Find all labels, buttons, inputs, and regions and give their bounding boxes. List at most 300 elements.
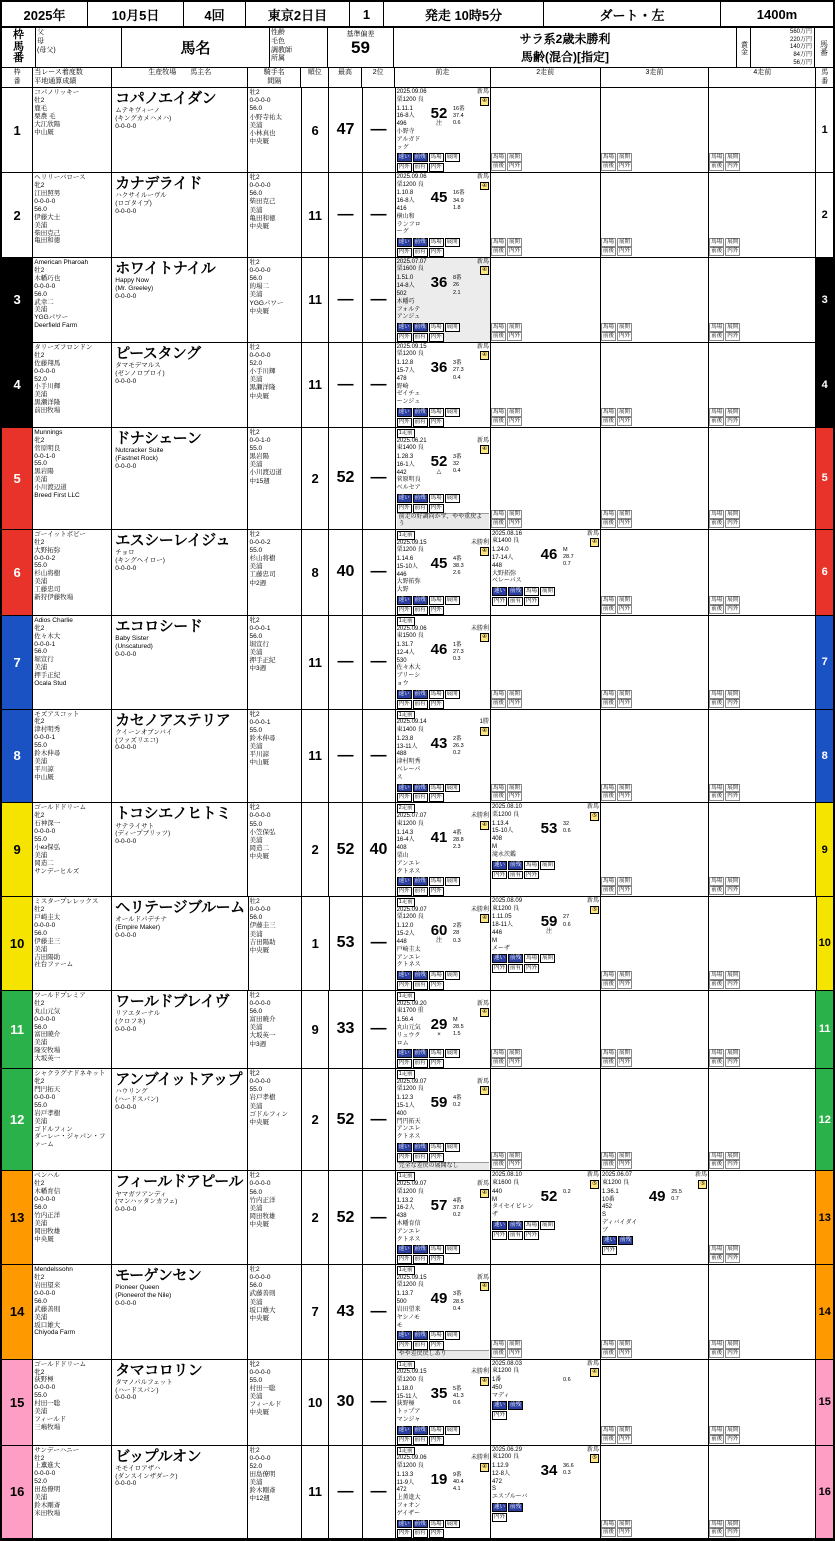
run-class: 新馬 [476,437,489,444]
horse-name-cell[interactable] [112,88,248,172]
bias-baba: 馬場 [711,239,723,246]
horse-row[interactable] [2,897,833,991]
jockey-line: 55.0 [249,726,263,734]
bias-uchisoto: 内外 [727,1161,739,1168]
pedigree-line: 56.0 [34,290,47,298]
condition-tag: 前有 [414,333,426,340]
run-speed-figure: 46 [430,640,448,658]
run-speed-figure: 19 [430,1470,448,1488]
condition-tag: 速い [398,1332,410,1339]
run-weight: 408 [396,845,407,852]
pedigree-line: 村田一聡 [34,1400,61,1408]
jockey-line: 美浦 [249,291,263,299]
condition-tags [397,606,489,615]
condition-tag: 内外 [430,1153,442,1160]
best-figure-cell: 52 [329,1069,362,1170]
dam-name: リアエターナル [115,1010,161,1018]
run-popularity: 15-2人 [396,931,415,938]
condition-tag: 内外 [398,1530,410,1537]
condition-tags [397,981,489,990]
condition-tag: 展開 [446,324,458,331]
ban-number-cell: 8 [816,710,833,803]
condition-tag: 内外 [398,1436,410,1443]
pedigree-line: 門円拓天 [34,1085,61,1093]
jockey-line: 岡田牧雄 [249,1212,276,1220]
run-weight: 496 [396,121,407,128]
pedigree-line: 中央厩 [34,1235,54,1243]
run-speed-figure-box [426,1291,452,1330]
best-figure-cell: — [329,343,362,427]
run-class: 未勝利 [470,1369,489,1376]
bias-tenkai: 展開 [619,784,631,791]
pedigree-cell [33,1446,112,1539]
horse-row[interactable] [2,428,833,530]
damsire-name: (キングカメハメハ) [115,115,172,123]
horse-row[interactable] [2,710,833,804]
condition-tag: 馬場 [525,1221,537,1228]
horse-row[interactable] [2,343,833,428]
run-class: 新馬 [476,1181,489,1188]
run-weight: 438 [396,1213,407,1220]
jockey-line: 55.0 [249,1376,263,1384]
pedigree-line: 大野拓弥 [34,546,61,554]
sire-name: Adios Charlie [34,616,73,624]
past-run-head [492,804,599,812]
horse-row[interactable] [2,1446,833,1540]
run-time: 1.12.8 [396,360,414,367]
bias-zengo: 前後 [711,417,723,424]
run-post: 3番 [452,1291,462,1298]
record-line: 0-0-0-0 [115,1480,137,1488]
past-run-head [397,626,489,634]
run-odds: 28.5 [452,1024,464,1031]
jockey-cell [248,1171,301,1264]
condition-tags [397,163,489,172]
run-popularity: 13-11人 [396,743,418,750]
rank-cell: 7 [302,1265,330,1358]
bias-uchisoto: 内外 [727,1059,739,1066]
second-figure-cell: — [363,616,396,709]
jockey-line: 美浦 [249,1393,263,1401]
bias-baba: 馬場 [602,154,614,161]
pedigree-line: 大江欣陽 [34,120,61,128]
record-line: 0-0-0-0 [115,650,137,658]
run-badge: ④ [592,539,597,546]
track-bias-grid [601,596,633,614]
jockey-line: 55.0 [249,1086,263,1094]
best-figure-cell: 47 [329,88,362,172]
run-extra [453,190,489,237]
horse-row[interactable] [2,1171,833,1265]
horse-row[interactable] [2,616,833,710]
horse-name-cell[interactable] [112,343,248,427]
condition-tags [492,861,599,870]
past-run-head [602,1172,707,1180]
pedigree-line: 牡2 [34,906,45,913]
past-run [396,1265,491,1358]
run-details [397,1291,425,1330]
horse-name-cell[interactable] [112,1360,248,1445]
run-date: 2025.09.06 [396,89,427,96]
condition-tag: 速い [398,784,410,791]
track-bias-grid [491,408,523,426]
condition-tags [397,1153,489,1162]
run-order-label: 1走前 [398,899,413,906]
run-track: 栗1200 良 [396,181,424,188]
condition-tag: 速い [398,972,410,979]
bias-uchisoto: 内外 [508,1059,520,1066]
past-run [396,530,491,615]
run-popularity: 15-1人 [396,1103,415,1110]
pedigree-line: 社台ファーム [34,961,74,969]
bias-baba: 馬場 [711,324,723,331]
jockey-line: 小笠保弘 [249,828,276,836]
jockey-line: 0-0-0-0 [249,267,271,275]
horse-row[interactable] [2,1360,833,1446]
bias-tenkai: 展開 [619,1520,631,1527]
pedigree-line: 0-0-0-0 [34,1015,56,1023]
track-bias-grid [709,153,741,171]
jockey-line: 牡2 [249,991,260,999]
run-extra [453,642,489,689]
horse-row[interactable] [2,803,833,897]
ban-number-cell: 13 [816,1171,833,1264]
damsire-name: (クロフネ) [115,1017,146,1025]
condition-tag: 前有 [414,164,426,171]
bias-tenkai: 展開 [727,324,739,331]
horse-name-cell[interactable] [112,1265,248,1358]
horse-row[interactable] [2,991,833,1069]
pedigree-line: 0-0-0-0 [34,1384,56,1392]
run-speed-figure: 52 [540,1187,558,1205]
dam-name: タマモデマルス [115,362,161,370]
horse-name: フィールドアピール [115,1173,243,1191]
pedigree-line: 栗農 毛 [34,112,56,120]
jockey-line: 杉山将樹 [249,555,276,563]
pedigree-line: 56.0 [34,929,47,937]
bias-uchisoto: 内外 [619,1435,631,1442]
second-figure-cell: — [363,530,396,615]
jockey-line: 美浦 [249,1024,263,1032]
pedigree-line: 0-0-0-2 [34,554,56,562]
horse-name-cell[interactable] [112,616,248,709]
run-mark: × [437,1032,441,1039]
run-badge: ⑤ [592,812,597,819]
bias-uchisoto: 内外 [508,332,520,339]
horse-name: コパノエイダン [115,90,217,108]
run-details [492,1189,535,1220]
damsire-name: (Pioneerof the Nile) [115,1292,172,1300]
jockey-cell [248,1446,301,1539]
bias-uchisoto: 内外 [727,1255,739,1262]
sire-name: Mendelssohn [34,1266,73,1274]
header-kai: 4回 [184,2,246,26]
condition-tag: 前残 [414,1144,426,1151]
horse-name: カナデライド [115,175,202,193]
run-weight: 448 [491,562,502,569]
jockey-line: 56.0 [249,1188,263,1196]
bias-zengo: 前後 [602,887,614,894]
run-details [397,1386,425,1425]
run-speed-figure: 43 [430,734,448,752]
condition-tag: 展開 [446,1332,458,1339]
run-speed-figure: 49 [430,1290,448,1308]
condition-tag: 展開 [446,784,458,791]
bias-zengo: 前後 [602,332,614,339]
condition-tag: 速い [398,1050,410,1057]
bias-tenkai: 展開 [727,1246,739,1253]
past-run-empty [601,173,709,257]
past-run-body [396,428,490,529]
jockey-line: 柴田克己 [249,198,276,206]
past-run [396,803,491,896]
run-rival: アンエレクトネス [396,954,421,969]
condition-tag: 内外 [494,965,506,972]
record-line: 0-0-0-0 [115,207,137,215]
jockey-cell [248,173,301,257]
bias-baba: 馬場 [492,784,504,791]
horse-row[interactable] [2,88,833,173]
bias-baba: 馬場 [711,690,723,697]
condition-tag: 内外 [398,1342,410,1349]
horse-name-cell[interactable] [112,1446,248,1539]
past-run-empty [601,1360,709,1445]
damsire-name: (Mr. Greeley) [115,285,154,292]
waku-number-cell [2,1446,33,1539]
pedigree-line: 0-0-0-0 [34,921,56,929]
track-bias-grid [491,323,523,341]
run-odds: 37.4 [452,112,464,119]
run-rival: ディバイダイブ [601,1219,638,1234]
condition-tag: 速い [398,1520,410,1527]
waku-number: 2 [2,173,32,257]
horse-name-cell[interactable] [112,428,248,529]
horse-name: ヘリテージブルーム [115,899,245,917]
run-track: 東1500 良 [396,633,424,640]
past-run-body [396,88,490,172]
bias-uchisoto: 内外 [619,793,631,800]
run-jockey: 門円拓天 [396,1118,421,1125]
run-mark: 注 [436,938,443,945]
sire-name: モズアスコット [34,710,80,718]
horse-name-cell[interactable] [112,710,248,803]
condition-tag: 前残 [414,1246,426,1253]
run-comment: 前走の好調向かず、やや重戻よう [397,513,489,529]
condition-tag: 内外 [398,164,410,171]
run-class: 未勝利 [470,539,489,546]
waku-number: 15 [2,1360,32,1445]
bias-baba: 馬場 [711,1152,723,1159]
condition-tag: 前有 [509,1231,521,1238]
run-jockey: 菅原明良 [396,477,421,484]
prize-3: 140万円 [789,44,812,51]
bias-tenkai: 展開 [727,596,739,603]
track-bias-grid [491,690,523,708]
run-extra [453,556,489,595]
bias-tenkai: 展開 [619,1050,631,1057]
horse-row[interactable] [2,258,833,343]
bias-baba: 馬場 [711,596,723,603]
horse-row[interactable] [2,1265,833,1359]
run-details [492,821,535,860]
bias-baba: 馬場 [711,972,723,979]
pedigree-line: 鹿毛 [34,104,48,112]
past-run-body [491,1360,600,1421]
condition-tag: 前残 [509,1221,521,1228]
run-badge: ⑤ [592,1180,597,1187]
past-run-head [397,813,489,821]
condition-tag: 内外 [493,1513,505,1520]
prize-box [737,28,815,67]
pedigree-line: 菅原明良 [34,444,61,452]
header-post-time: 発走 10時5分 [384,2,544,26]
run-extra [563,1189,599,1220]
condition-tags [397,1341,489,1350]
past-run-body [396,616,490,709]
run-extra [563,914,599,953]
pedigree-line: 美浦 [34,1494,48,1502]
bias-uchisoto: 内外 [508,417,520,424]
bias-baba: 馬場 [711,1246,723,1253]
past-run-track [492,1454,599,1463]
condition-tag: 内外 [398,981,410,988]
bias-baba: 馬場 [602,1050,614,1057]
condition-tag: 展開 [446,409,458,416]
run-margin: 0.3 [453,937,461,944]
past-run-figures [397,1472,489,1519]
past-run-empty [709,803,816,896]
pedigree-line: 0-0-0-0 [34,197,56,205]
horse-row[interactable] [2,1069,833,1171]
pedigree-line: 米田牧場 [34,1509,61,1517]
run-badge: ④ [482,1283,487,1290]
horse-name-cell[interactable] [112,897,248,990]
bias-zengo: 前後 [603,980,615,987]
run-class: 新馬 [695,1172,708,1179]
run-speed-figure: 60 [430,922,448,940]
condition-tag: 馬場 [430,154,442,161]
bias-tenkai: 展開 [508,324,520,331]
bias-zengo: 前後 [492,1349,504,1356]
pedigree-line: 牡2 [34,97,45,105]
past-run-head [492,1361,599,1369]
damsire-name: (Fastnet Rock) [115,454,158,462]
run-track: 栗1200 良 [396,1376,424,1383]
condition-tag: 内外 [493,871,505,878]
horse-name-cell[interactable] [112,991,248,1068]
condition-tag: 前有 [414,794,426,801]
past-run-empty [601,991,709,1068]
run-popularity: 15-10人 [396,563,418,570]
prize-values [751,28,814,67]
pedigree-line: 吉田陽助 [34,953,61,961]
condition-tag: 速い [398,690,410,697]
run-order-label: 1走前 [398,1447,413,1454]
run-date: 2025.09.06 [396,625,427,632]
bias-baba: 馬場 [602,1340,614,1347]
condition-tag: 前残 [414,495,426,501]
waku-number: 8 [2,710,32,803]
run-badge: ④ [482,821,487,828]
pedigree-line: 戸崎圭太 [34,913,61,921]
track-bias-grid [601,1520,633,1538]
past-run-empty [491,343,601,427]
pedigree-line: 佐々木大 [34,632,61,640]
past-run-track [397,1282,489,1291]
run-margin: 2.6 [452,570,461,577]
dam-name: ハクサイルーヴル [115,192,167,200]
condition-tag: 速い [398,324,410,331]
ban-label-right: 馬番 [819,39,829,56]
horse-name-cell[interactable] [112,173,248,257]
pedigree-line: 牡2 [34,1274,45,1282]
run-track: 栗1200 良 [396,914,424,921]
sire-name: ゴールドドリーム [34,1360,87,1368]
bias-zengo: 前後 [602,605,614,612]
track-bias-grid [491,238,523,256]
past-run [396,1069,491,1170]
run-extra [453,830,489,877]
horse-name-cell[interactable] [112,1069,248,1170]
horse-name-cell[interactable] [112,1171,248,1264]
condition-tag: 馬場 [430,690,442,697]
prize-label: 賞金 [737,28,751,67]
run-speed-figure-box [426,923,452,970]
pedigree-line: 牡2 [34,1180,45,1188]
track-bias-grid [491,1049,523,1067]
run-post: 2番 [452,735,462,742]
condition-tag: 速い [493,1221,505,1228]
bias-baba: 馬場 [492,239,504,246]
horse-name-cell[interactable] [112,258,248,342]
run-jockey: 荻野極 [396,1401,415,1408]
damsire-name: (ロゴタイプ) [115,200,152,208]
horse-name: ワールドブレイヴ [115,992,230,1010]
ban-number-cell: 12 [816,1069,833,1170]
pedigree-line: 黒岩陽 [34,468,54,476]
horse-name: ピースタング [115,344,201,362]
condition-tags [397,494,489,503]
run-time: 1.12.0 [396,923,414,930]
jockey-line: 美浦 [249,743,263,751]
pedigree-line: 牝2 [34,181,45,189]
pedigree-line: 岩田望来 [34,1281,61,1289]
condition-tag: 速い [493,1503,505,1510]
run-class: 未勝利 [471,906,490,913]
past-run-figures [492,547,599,586]
horse-row[interactable] [2,530,833,616]
bias-baba: 馬場 [602,1426,614,1433]
condition-tag: 馬場 [430,1332,442,1339]
waku-number-cell [2,428,33,529]
horse-name-cell[interactable] [112,530,248,615]
horse-row[interactable] [2,173,833,258]
run-order-label: 2走前 [398,805,413,812]
bias-tenkai: 展開 [619,239,631,246]
jockey-line: 中央厩 [249,1118,269,1126]
run-date: 2025.07.07 [396,813,427,820]
run-post: M [562,547,568,554]
ban-number-cell: 16 [816,1446,833,1539]
pedigree-line: 工藤忠司 [34,586,61,594]
bias-baba: 馬場 [492,1152,504,1159]
run-weight: 530 [396,657,407,664]
sire-name: ヘリリーバロース [34,174,86,182]
condition-tag: 内外 [398,606,410,613]
horse-name-cell[interactable] [112,803,248,896]
horse-name: トコシエノヒトミ [115,805,231,823]
waku-number-cell [2,1171,33,1264]
